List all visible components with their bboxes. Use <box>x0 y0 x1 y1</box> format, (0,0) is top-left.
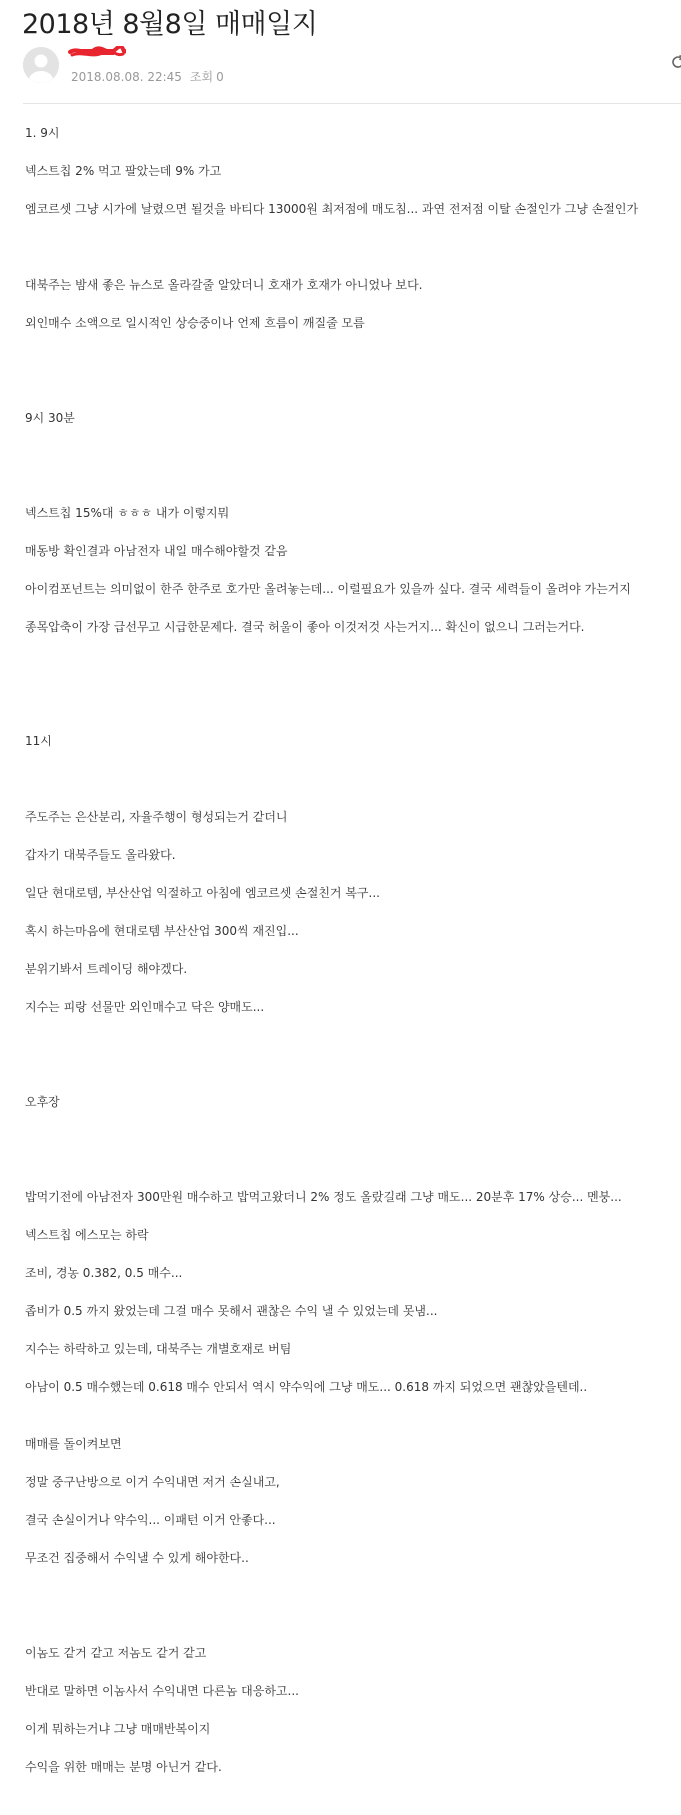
body-line: 대북주는 밤새 좋은 뉴스로 올라갈줄 알았더니 호재가 호재가 아니었나 보다. <box>25 278 423 292</box>
body-line: 9시 30분 <box>25 411 75 425</box>
page-title: 2018년 8월8일 매매일지 <box>22 9 318 40</box>
body-line: 넥스트칩 15%대 ㅎㅎㅎ 내가 이렇지뭐 <box>25 506 230 520</box>
post-meta <box>71 68 224 85</box>
body-line: 무조건 집중해서 수익낼 수 있게 해야한다.. <box>25 1551 249 1565</box>
body-line: 이놈도 같거 같고 저놈도 같거 같고 <box>25 1646 207 1660</box>
body-line: 넥스트칩 에스모는 하락 <box>25 1228 149 1242</box>
body-line: 일단 현대로템, 부산산업 익절하고 아침에 엠코르셋 손절친거 복구... <box>25 886 380 900</box>
body-line: 11시 <box>25 734 52 748</box>
body-line: 지수는 피랑 선물만 외인매수고 닥은 양매도... <box>25 1000 265 1014</box>
body-line: 종목압축이 가장 급선무고 시급한문제다. 결국 허울이 좋아 이것저것 사는거지... 확신이 없으니 그러는거다. <box>25 620 585 634</box>
body-line: 매매를 돌이켜보면 <box>25 1437 122 1451</box>
views-label: 조회 <box>189 70 214 84</box>
refresh-icon[interactable] <box>670 54 681 70</box>
header-divider <box>23 103 681 104</box>
body-line: 이게 뭐하는거냐 그냥 매매반복이지 <box>25 1722 211 1736</box>
body-line: 분위기봐서 트레이딩 해야겠다. <box>25 962 188 976</box>
body-line: 좁비가 0.5 까지 왔었는데 그걸 매수 못해서 괜찮은 수익 낼 수 있었는데 못냄... <box>25 1304 438 1318</box>
body-line: 조비, 경농 0.382, 0.5 매수... <box>25 1266 183 1280</box>
default-profile-icon <box>23 47 59 83</box>
body-line: 정말 중구난방으로 이거 수익내면 저거 손실내고, <box>25 1475 280 1489</box>
body-line: 갑자기 대북주들도 올라왔다. <box>25 848 176 862</box>
avatar[interactable] <box>23 47 59 83</box>
body-line: 밥먹기전에 아남전자 300만원 매수하고 밥먹고왔더니 2% 정도 올랐길래 그냥 매도... 20분후 17% 상승... 멘붕... <box>25 1190 622 1204</box>
body-line: 지수는 하락하고 있는데, 대북주는 개별호재로 버팀 <box>25 1342 292 1356</box>
body-line: 외인매수 소액으로 일시적인 상승중이나 언제 흐름이 깨질줄 모름 <box>25 316 365 330</box>
body-line: 1. 9시 <box>25 126 60 140</box>
views-count: 0 <box>216 70 224 84</box>
body-line: 엠코르셋 그냥 시가에 날렸으면 될것을 바티다 13000원 최저점에 매도침... 과연 전저점 이탈 손절인가 그냥 손절인가 <box>25 202 639 216</box>
body-line: 매동방 확인결과 아남전자 내일 매수해야할것 같음 <box>25 544 288 558</box>
body-line: 아이컴포넌트는 의미없이 한주 한주로 호가만 올려놓는데... 이럴필요가 있을까 싶다. 결국 세력들이 올려야 가는거지 <box>25 582 631 596</box>
body-line: 주도주는 은산분리, 자율주행이 형성되는거 같더니 <box>25 810 288 824</box>
post-date: 2018.08.08. 22:45 <box>71 70 182 84</box>
body-line: 수익을 위한 매매는 분명 아닌거 같다. <box>25 1760 222 1774</box>
body-line: 오후장 <box>25 1095 60 1109</box>
body-line: 혹시 하는마음에 현대로템 부산산업 300씩 재진입... <box>25 924 299 938</box>
body-line: 아남이 0.5 매수했는데 0.618 매수 안되서 역시 약수익에 그냥 매도... 0.618 까지 되었으면 괜찮았을텐데.. <box>25 1380 588 1394</box>
body-line: 넥스트칩 2% 먹고 팔았는데 9% 가고 <box>25 164 222 178</box>
author-name[interactable] <box>68 46 126 60</box>
body-line: 결국 손실이거나 약수익... 이패턴 이거 안좋다... <box>25 1513 276 1527</box>
body-line: 반대로 말하면 이놈사서 수익내면 다른놈 대응하고... <box>25 1684 299 1698</box>
